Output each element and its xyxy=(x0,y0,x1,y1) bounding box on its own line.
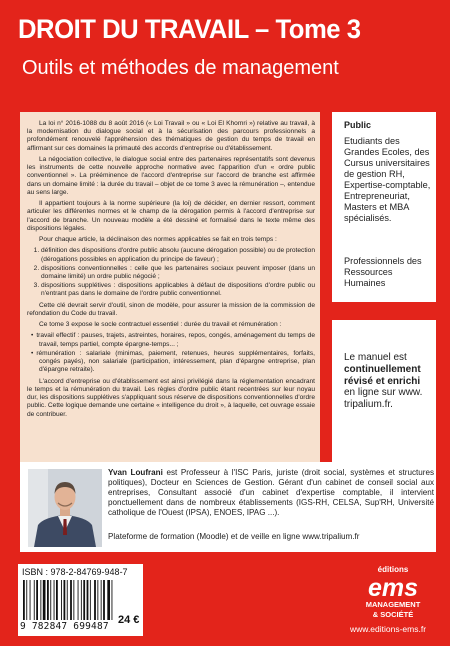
summary-paragraph-5: Cette clé devrait servir d'outil, sinon de modèle, pour assurer la mission de la commission de refondation du Code du travail. xyxy=(27,301,315,317)
book-subtitle: Outils et méthodes de management xyxy=(22,57,339,79)
online-manual-text-a: Le manuel est xyxy=(344,352,407,363)
ems-publisher-logo-icon xyxy=(352,563,434,619)
logo-top-text: éditions xyxy=(377,565,409,574)
logo-line1-text: MANAGEMENT xyxy=(365,600,421,609)
topics-list-item: • travail effectif : pauses, trajets, astreintes, horaires, repos, congés, aménagement du temps de travail, temps partiel, compte épargne-temps... ; xyxy=(39,332,315,348)
online-manual-text xyxy=(344,352,434,411)
audience-heading: Public xyxy=(344,120,372,130)
publisher-website: www.editions-ems.fr xyxy=(350,624,427,634)
summary-paragraph-4: Pour chaque article, la déclinaison des normes applicables se fait en trois temps : xyxy=(39,236,277,244)
audience-text: Etudiants des Grandes Ecoles, des Cursus universitaires de gestion RH, Expertise-comptable, Entrepreneuriat, Masters et MBA spécialisés. xyxy=(344,136,431,224)
author-name: Yvan Loufrani xyxy=(108,468,163,477)
barcode-icon xyxy=(22,580,132,620)
topics-list xyxy=(27,332,315,374)
audience-text-professionals: Professionnels des Ressources Humaines xyxy=(344,256,422,289)
barcode-digits: 9 782847 699487 xyxy=(20,621,109,632)
summary-paragraph-7: L'accord d'entreprise ou d'établissement est ainsi privilégié dans la réglementation encadrant le temps et la rémunération du travail. Les règles d'ordre public étant recentrées sur leur noyau dur, les dispositions supplétives s'appliquant sous réserve de dispositions conventionnelles d'ordre public. Cette logique demande une certaine « intelligence du droit », à laquelle, cet ouvrage essaie de contribuer. xyxy=(27,377,315,418)
summary-paragraph-1: La loi n° 2016-1088 du 8 août 2016 (« Loi Travail » ou « Loi El Khomri ») relative au travail, à la modernisation du dialogue social et à la sécurisation des parcours professionnels a profondément renouvelé l'appréhension des thématiques de gestion du temps de travail en affirmant sur ces domaines la primauté des accords d'entreprise ou d'établissement. xyxy=(27,120,315,152)
author-bio xyxy=(108,468,434,519)
isbn-number: ISBN : 978-2-84769-948-7 xyxy=(22,567,128,577)
norms-list-item: 2. dispositions conventionnelles : celle que les partenaires sociaux peuvent imposer (dans un domaine limité) un ordre public négocié ; xyxy=(41,265,315,281)
author-portrait-icon xyxy=(28,469,102,547)
summary-text xyxy=(27,120,315,422)
author-platform-text: Plateforme de formation (Moodle) et de veille en ligne www.tripalium.fr xyxy=(108,532,360,541)
online-manual-text-c: en ligne sur www. tripalium.fr. xyxy=(344,387,423,411)
price-label: 24 € xyxy=(118,614,140,626)
book-title: DROIT DU TRAVAIL – Tome 3 xyxy=(18,14,361,44)
logo-main-text: ems xyxy=(367,574,419,602)
online-manual-text-bold: continuellement révisé et enrichi xyxy=(344,363,421,387)
topics-list-item: • rémunération : salariale (minimas, paiement, retenues, heures supplémentaires, forfaits, congés payés), non salariale (participation, intéressement, plan d'épargne entreprise, plan d'épargne retraite). xyxy=(39,350,315,375)
norms-list-item: 1. définition des dispositions d'ordre public absolu (aucune dérogation possible) ou de protection (dérogations possibles en application du principe de faveur) ; xyxy=(41,247,315,263)
norms-list-item: 3. dispositions supplétives : dispositions applicables à défaut de dispositions d'ordre public ou n'entrant pas dans le domaine de l'ordre public conventionnel. xyxy=(41,282,315,298)
summary-paragraph-3: Il appartient toujours à la norme supérieure (la loi) de décider, en dernier ressort, comment articuler les différentes normes et le champ de la dérogation permis à l'accord d'entreprise sur l'accord de branche. Un nouveau modèle a été dessiné et formalisé dans le texte même des dispositions légales. xyxy=(27,200,315,232)
logo-line2-text: & SOCIÉTÉ xyxy=(372,610,414,619)
author-bio-text: est Professeur à l'ISC Paris, juriste (droit social, systèmes et structures politiques), Docteur en Sciences de Gestion. Gérant d'un cabinet de conseil social aux entreprises, Consultant associé d'un cabinet d'expertise comptable, il intervient ponctuellement dans de nombreux établissements (IGS-RH, CELSA, Sup'RH, Université catholique de l'Ouest (IPSA), ENOES, IPAG ...). xyxy=(108,468,434,518)
summary-paragraph-6: Ce tome 3 expose le socle contractuel essentiel : durée du travail et rémunération : xyxy=(39,321,282,329)
author-photo xyxy=(28,469,102,547)
summary-paragraph-2: La négociation collective, le dialogue social entre des partenaires représentatifs sont devenus les instruments de cette nouvelle approche normative avec l'apparition d'un « ordre public conventionnel ». La prééminence de l'accord d'entreprise sur l'accord de branche est affirmée dans un domaine limité : la durée du travail – objet de ce tome 3 avec la rémunération –, entendue au sens large. xyxy=(27,155,315,196)
norms-list xyxy=(27,247,315,298)
